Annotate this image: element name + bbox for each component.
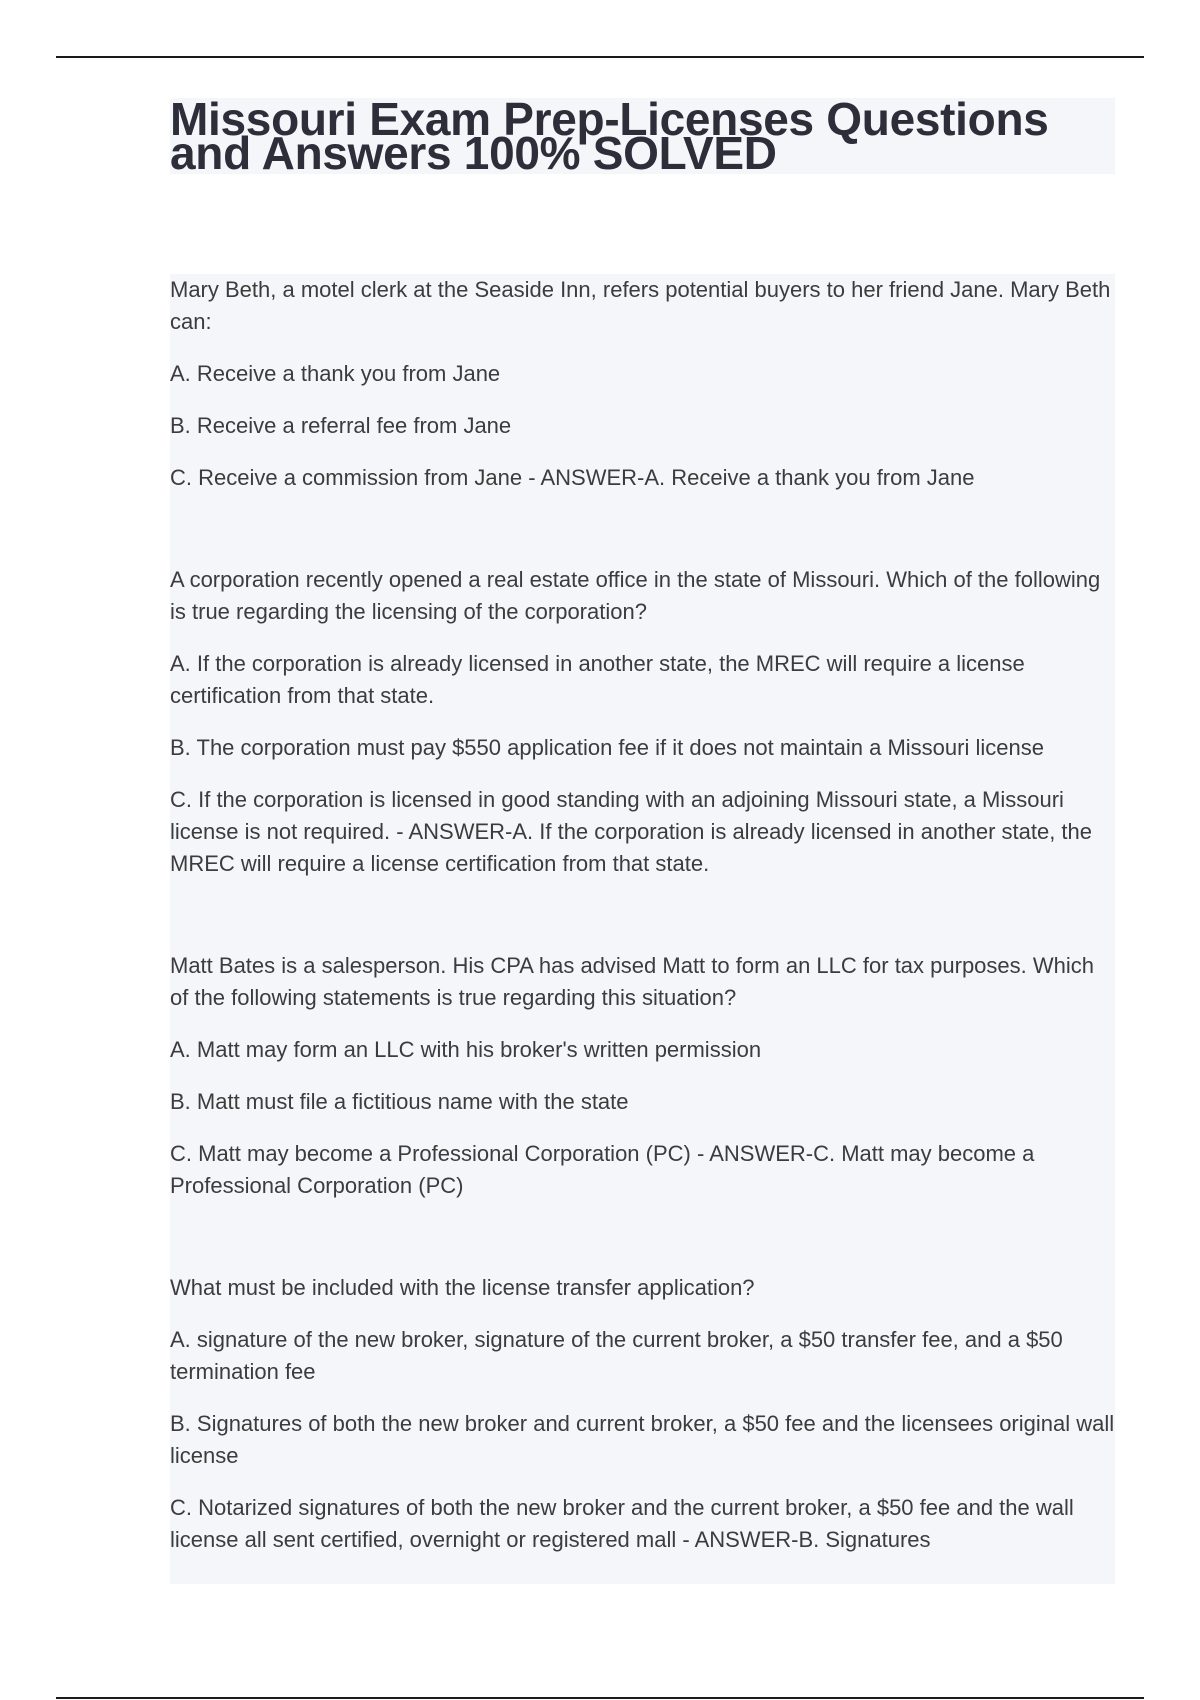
option-b: B. Signatures of both the new broker and current broker, a $50 fee and the licensees original wall license [170,1411,1115,1468]
question-text: Matt Bates is a salesperson. His CPA has advised Matt to form an LLC for tax purposes. Which of the following statements is true regarding this situation? [170,953,1094,1010]
question-block-3 [170,950,1115,1202]
top-rule [56,56,1144,58]
option-b: B. The corporation must pay $550 application fee if it does not maintain a Missouri license [170,735,1044,760]
option-c-answer: C. Notarized signatures of both the new broker and the current broker, a $50 fee and the wall license all sent certified, overnight or registered mall - ANSWER-B. Signatures [170,1495,1074,1552]
option-b: B. Receive a referral fee from Jane [170,413,512,438]
option-c-answer: C. Receive a commission from Jane - ANSWER-A. Receive a thank you from Jane [170,465,975,490]
option-a: A. Receive a thank you from Jane [170,361,501,386]
option-a: A. If the corporation is already licensed in another state, the MREC will require a license certification from that state. [170,651,1025,708]
question-block-4 [170,1272,1115,1556]
question-block-2 [170,564,1115,880]
bottom-rule [56,1697,1144,1699]
option-c-answer: C. Matt may become a Professional Corporation (PC) - ANSWER-C. Matt may become a Professional Corporation (PC) [170,1141,1035,1198]
question-text: A corporation recently opened a real estate office in the state of Missouri. Which of the following is true regarding the licensing of the corporation? [170,567,1101,624]
option-c-answer: C. If the corporation is licensed in good standing with an adjoining Missouri state, a Missouri license is not required. - ANSWER-A. If the corporation is already licensed in another state, the MREC will require a license certification from that state. [170,787,1093,876]
option-a: A. signature of the new broker, signature of the current broker, a $50 transfer fee, and a $50 termination fee [170,1327,1063,1384]
question-block-1 [170,274,1115,494]
question-text: What must be included with the license transfer application? [170,1275,755,1300]
title-block [170,93,1115,179]
option-a: A. Matt may form an LLC with his broker's written permission [170,1037,762,1062]
option-b: B. Matt must file a fictitious name with the state [170,1089,629,1114]
document-body [170,274,1115,1584]
question-text: Mary Beth, a motel clerk at the Seaside Inn, refers potential buyers to her friend Jane. Mary Beth can: [170,277,1111,334]
page-title: Missouri Exam Prep-Licenses Questions and Answers 100% SOLVED [170,93,1049,179]
